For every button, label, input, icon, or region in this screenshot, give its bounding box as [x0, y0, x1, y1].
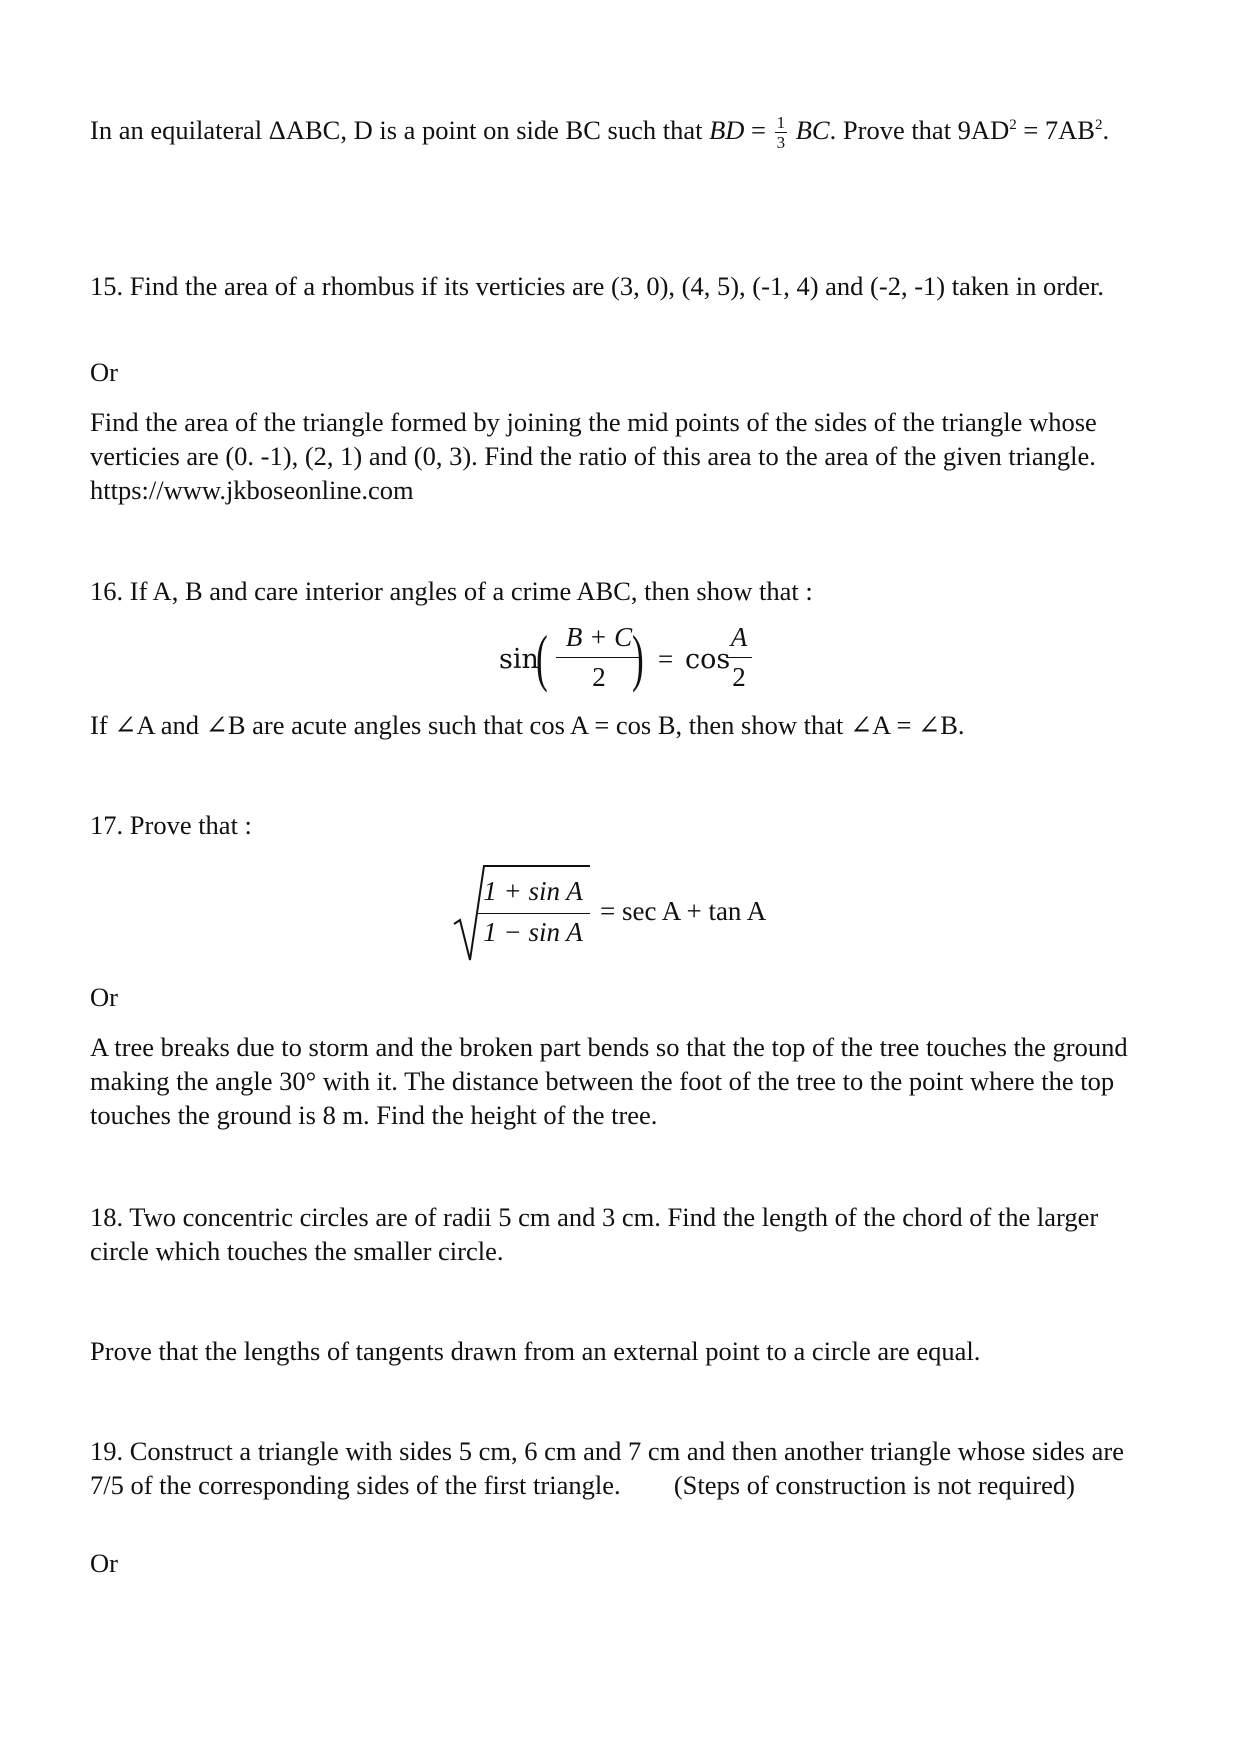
formula-rhs: = sec A + tan A — [600, 896, 767, 926]
question-18-alternative: Prove that the lengths of tangents drawn from an external point to a circle are equal. — [90, 1336, 981, 1366]
question-19-text: 19. Construct a triangle with sides 5 cm, 6 cm and 7 cm and then another triangle whose sides are 7/5 of the corresponding sides of the first triangle. — [90, 1436, 1124, 1500]
question-16: 16. If A, B and care interior angles of a crime ABC, then show that : — [90, 576, 813, 606]
fraction-denominator: 3 — [776, 133, 786, 153]
formula-right-numerator: A — [730, 622, 748, 652]
fraction-bar — [726, 657, 752, 658]
or-label: Or — [90, 982, 118, 1012]
q14-bc: BC — [795, 115, 830, 145]
question-15-alternative: Find the area of the triangle formed by joining the mid points of the sides of the triangle whose verticies are (0. -1), (2, 1) and (0, 3). Find the ratio of this area to the area of the given triangle. https://www.jkboseonline.com — [90, 407, 1097, 505]
question-15: 15. Find the area of a rhombus if its verticies are (3, 0), (4, 5), (-1, 4) and (-2, -1) taken in order. — [90, 271, 1105, 301]
formula-equals: = — [658, 644, 674, 674]
superscript: 2 — [1009, 117, 1017, 133]
q14-text-part: . Prove that 9AD — [829, 115, 1010, 145]
question-14-alternative — [90, 113, 1150, 151]
left-paren: ( — [536, 622, 548, 693]
formula-sqrt-identity — [0, 860, 1241, 970]
q14-text-part: = 7AB — [1016, 115, 1095, 145]
or-label: Or — [90, 357, 118, 387]
formula-numerator: B + C — [565, 622, 633, 652]
question-17-alternative: A tree breaks due to storm and the broken part bends so that the top of the tree touches the ground making the angle 30° with it. The distance between the foot of the tree to the point where the top touches the ground is 8 m. Find the height of the tree. — [90, 1032, 1128, 1130]
or-label: Or — [90, 1548, 118, 1578]
question-18: 18. Two concentric circles are of radii 5 cm and 3 cm. Find the length of the chord of the larger circle which touches the smaller circle. — [90, 1202, 1099, 1266]
superscript: 2 — [1094, 117, 1103, 133]
right-paren: ) — [632, 622, 644, 693]
fraction-bar — [476, 913, 590, 914]
formula-sin-cos — [0, 620, 1241, 700]
formula-numerator: 1 + sin A — [483, 876, 583, 906]
fraction-numerator: 1 — [776, 113, 786, 133]
formula-denominator: 2 — [592, 662, 606, 692]
formula-cos: cos — [685, 644, 731, 675]
question-19-note: (Steps of construction is not required) — [673, 1470, 1075, 1500]
fraction-bar — [556, 657, 642, 658]
q14-bd: BD — [709, 115, 745, 145]
q14-text-part: . — [1102, 115, 1110, 145]
formula-sin: sin — [499, 644, 539, 675]
question-19 — [90, 1434, 1150, 1502]
q14-fraction-one-third — [775, 114, 788, 151]
question-17: 17. Prove that : — [90, 810, 252, 840]
formula-right-denominator: 2 — [732, 662, 746, 692]
q14-equals: = — [744, 115, 773, 145]
formula-denominator: 1 − sin A — [483, 917, 583, 947]
q14-text-part: In an equilateral ΔABC, D is a point on side BC such that — [90, 115, 710, 145]
question-16-alternative: If ∠A and ∠B are acute angles such that cos A = cos B, then show that ∠A = ∠B. — [90, 710, 965, 740]
